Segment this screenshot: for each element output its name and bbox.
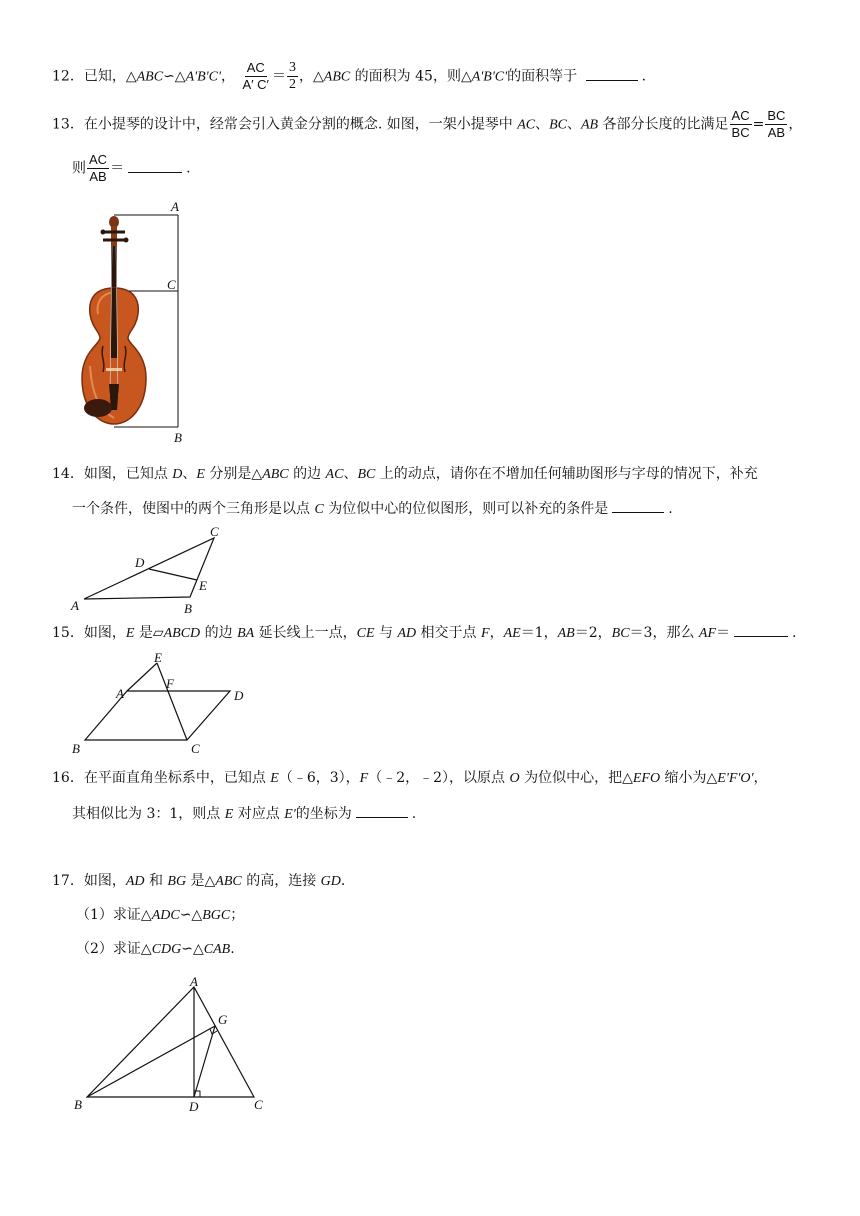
- fraction-ac-over-bc: [730, 108, 752, 141]
- math-text: E: [224, 807, 234, 822]
- denominator: BC: [731, 125, 750, 140]
- label-d: D: [135, 555, 145, 570]
- text: ，: [221, 68, 235, 85]
- math-text: ABCD: [163, 626, 201, 641]
- text: 则: [72, 160, 86, 177]
- text: 、: [535, 116, 550, 133]
- math-text: AB: [557, 626, 575, 641]
- label-f: F: [166, 676, 174, 691]
- label-a: A: [116, 686, 124, 701]
- text: 其相似比为 3：1，则点: [72, 806, 225, 822]
- triangle-figure-14: [66, 524, 226, 616]
- text: 在小提琴的设计中，经常会引入黄金分割的概念. 如图，一架小提琴中: [83, 116, 518, 133]
- math-text: CDG: [151, 942, 182, 957]
- math-text: F: [359, 771, 369, 786]
- numerator: AC: [246, 60, 265, 75]
- fraction-ac-over-ab: [87, 152, 109, 185]
- text: ＝: [716, 625, 730, 641]
- text: ，: [489, 625, 504, 641]
- question-15: [52, 622, 796, 644]
- math-text: BA: [237, 626, 255, 641]
- math-text: AB: [580, 117, 599, 133]
- text: 如图，已知点: [83, 466, 173, 482]
- question-14-line2: [72, 498, 673, 520]
- math-text: ABC: [215, 874, 242, 889]
- fraction-bc-over-ab: [765, 108, 787, 141]
- text: 为位似中心，把△: [519, 770, 633, 786]
- violin-figure: [70, 196, 200, 450]
- math-text: C: [314, 502, 324, 517]
- text: 的面积为 45，则△: [350, 68, 472, 85]
- text: ＝: [272, 68, 286, 85]
- math-text: E': [284, 807, 296, 822]
- text: 、: [182, 466, 197, 482]
- text: ∽△: [179, 907, 203, 923]
- violin-illustration: [82, 216, 146, 424]
- math-text: AD: [125, 874, 145, 889]
- math-text: BC: [549, 117, 567, 133]
- question-number: 12．: [52, 68, 84, 85]
- text: .: [340, 873, 346, 889]
- part-number: （1）: [76, 907, 113, 923]
- question-17: [52, 871, 345, 892]
- text: 的边: [288, 466, 326, 482]
- text: 如图，: [83, 625, 126, 641]
- math-text: ABC: [323, 69, 351, 85]
- math-text: AF: [698, 626, 716, 641]
- math-text: A'B'C': [185, 69, 221, 85]
- altitude-bg: [87, 1026, 215, 1097]
- text: ，: [753, 770, 768, 786]
- math-text: D: [172, 467, 183, 482]
- text: 为位似中心的位似图形，则可以补充的条件是: [323, 501, 609, 517]
- math-text: ADC: [151, 908, 180, 923]
- math-text: EFO: [632, 771, 661, 786]
- text: 求证△: [112, 941, 152, 957]
- question-number: 16．: [52, 770, 84, 786]
- math-text: E: [270, 771, 279, 786]
- text: 对应点: [233, 806, 285, 822]
- text: .: [186, 160, 191, 177]
- text: 与: [374, 625, 398, 641]
- text: 、: [343, 466, 358, 482]
- segment-ae: [127, 663, 157, 691]
- text: ＝: [110, 160, 125, 177]
- text: 各部分长度的比满足: [598, 116, 729, 133]
- question-number: 15．: [52, 625, 84, 641]
- text: ＝2，: [574, 625, 612, 641]
- text: 是▱: [134, 625, 164, 641]
- label-b: B: [174, 430, 182, 445]
- question-17-part2: [76, 939, 235, 960]
- parallelogram-abcd: [85, 691, 230, 740]
- text: ∽△: [163, 68, 186, 85]
- math-text: BGC: [202, 908, 231, 923]
- label-c: C: [254, 1097, 263, 1112]
- label-c: C: [210, 524, 219, 539]
- fraction-3-over-2: [287, 60, 298, 93]
- denominator: 2: [289, 77, 296, 92]
- text: 已知，△: [83, 68, 137, 85]
- label-a: A: [190, 974, 198, 989]
- label-e: E: [154, 650, 162, 665]
- answer-blank[interactable]: [734, 622, 788, 637]
- math-text: AC: [517, 117, 536, 133]
- denominator: A′ C′: [242, 77, 269, 92]
- math-text: AE: [503, 626, 521, 641]
- math-text: E'F'O': [717, 771, 754, 786]
- text: ，△: [299, 68, 324, 85]
- segment-de: [149, 569, 197, 580]
- text: 上的动点，请你在不增加任何辅助图形与字母的情况下，补充: [375, 466, 758, 482]
- math-text: BG: [167, 874, 187, 889]
- text: 的坐标为: [295, 806, 352, 822]
- math-text: ABC: [262, 467, 289, 482]
- text: ＝3，那么: [629, 625, 699, 641]
- question-13-line2: [72, 152, 191, 185]
- text: ＝1，: [520, 625, 558, 641]
- numerator: AC: [731, 108, 750, 123]
- math-text: E: [196, 467, 205, 482]
- text: 求证△: [112, 907, 152, 923]
- triangle-abc: [87, 987, 254, 1097]
- text: .: [792, 625, 797, 641]
- numerator: 3: [289, 60, 296, 75]
- text: 在平面直角坐标系中，已知点: [83, 770, 271, 786]
- triangle-abc: [84, 538, 214, 599]
- question-number: 14．: [52, 466, 84, 482]
- math-text: CE: [356, 626, 375, 641]
- label-b: B: [72, 741, 80, 756]
- text: 相交于点: [416, 625, 482, 641]
- math-text: AC: [325, 467, 344, 482]
- question-16: [52, 768, 767, 789]
- fraction-ac-over-apcp: [240, 60, 271, 93]
- denominator: AB: [767, 125, 786, 140]
- label-d: D: [189, 1099, 199, 1114]
- label-b: B: [184, 601, 192, 616]
- text: =: [752, 116, 765, 133]
- question-14: [52, 464, 758, 485]
- math-text: O: [509, 771, 520, 786]
- segment-ec: [157, 663, 187, 740]
- text: 如图，: [83, 873, 126, 889]
- part-number: （2）: [76, 941, 113, 957]
- parallelogram-figure-15: [66, 650, 256, 760]
- answer-blank[interactable]: [612, 498, 664, 513]
- text: 的高，连接: [241, 873, 321, 889]
- math-text: CAB: [203, 942, 231, 957]
- label-b: B: [74, 1097, 82, 1112]
- text: ；: [230, 907, 245, 923]
- question-12: [52, 60, 646, 93]
- text: ，: [788, 116, 803, 133]
- math-text: E: [125, 626, 135, 641]
- text: （﹣2，﹣2），以原点: [368, 770, 510, 786]
- text: ∽△: [181, 941, 204, 957]
- text: .: [641, 68, 647, 85]
- text: 缩小为△: [660, 770, 718, 786]
- answer-blank[interactable]: [128, 158, 182, 173]
- question-number: 17．: [52, 873, 84, 889]
- text: 的面积等于: [507, 68, 578, 85]
- text: 是△: [186, 873, 216, 889]
- numerator: AC: [89, 152, 108, 167]
- question-17-part1: [76, 905, 244, 926]
- math-text: ABC: [136, 69, 164, 85]
- label-d: D: [234, 688, 244, 703]
- question-number: 13．: [52, 116, 84, 133]
- text: 和: [144, 873, 168, 889]
- math-text: AD: [397, 626, 417, 641]
- text: .: [668, 501, 673, 517]
- text: .: [411, 806, 417, 822]
- label-c: C: [191, 741, 200, 756]
- text: .: [230, 941, 235, 957]
- label-a: A: [71, 598, 79, 613]
- math-text: GD: [320, 874, 341, 889]
- text: 、: [566, 116, 581, 133]
- math-text: A'B'C': [471, 69, 508, 85]
- label-e: E: [199, 578, 207, 593]
- math-text: BC: [357, 467, 376, 482]
- math-text: F: [481, 626, 490, 641]
- label-g: G: [218, 1012, 228, 1027]
- label-a: A: [171, 199, 179, 214]
- text: 延长线上一点，: [254, 625, 357, 641]
- numerator: BC: [767, 108, 786, 123]
- math-text: BC: [611, 626, 630, 641]
- denominator: AB: [89, 169, 107, 184]
- label-c: C: [167, 277, 176, 292]
- answer-blank[interactable]: [356, 803, 408, 818]
- triangle-figure-17: [66, 972, 276, 1118]
- segment-gd: [194, 1026, 215, 1097]
- question-13: [52, 108, 802, 141]
- text: 的边: [200, 625, 238, 641]
- question-16-line2: [72, 803, 416, 825]
- text: （﹣6，3），: [278, 770, 360, 786]
- answer-blank[interactable]: [586, 66, 638, 81]
- text: 一个条件，使图中的两个三角形是以点: [72, 501, 315, 517]
- text: 分别是△: [204, 466, 263, 482]
